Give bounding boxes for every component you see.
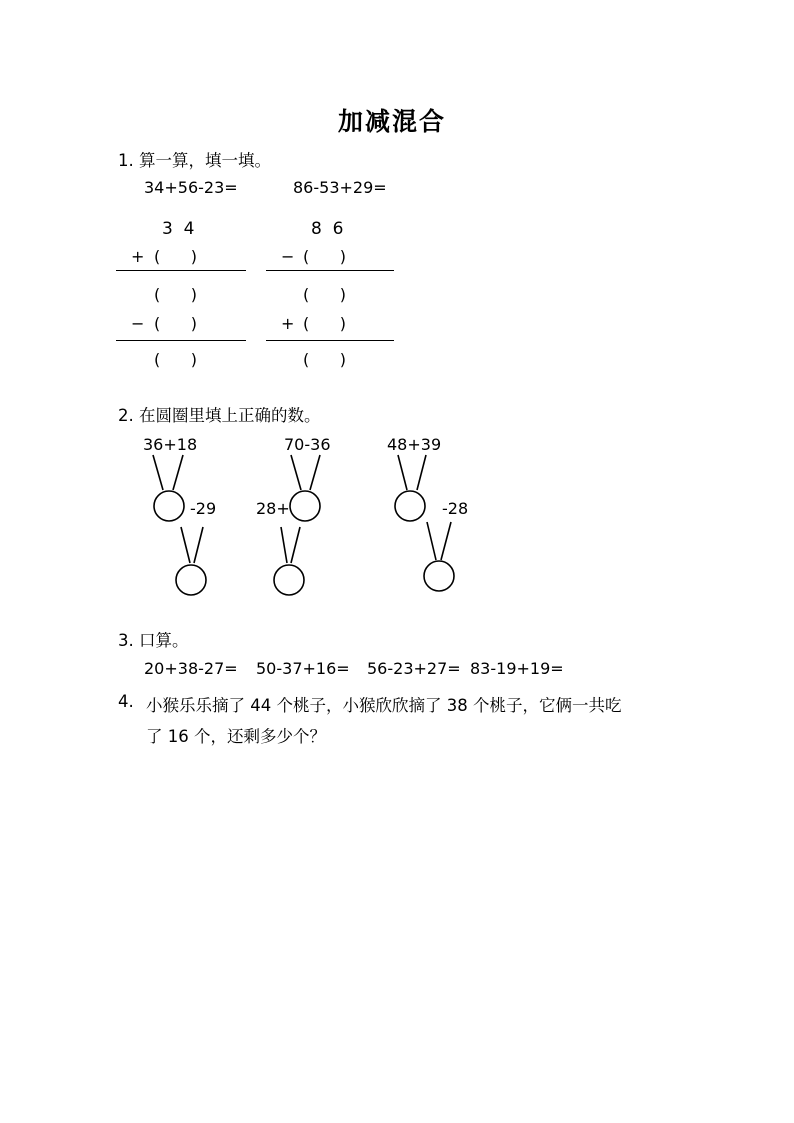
tree-3-branch-lower-right <box>441 522 451 560</box>
tree-1-top-expression: 36+18 <box>143 435 198 454</box>
tree-3-circle-1 <box>395 491 425 521</box>
tree-3-side-operation: -28 <box>442 499 469 518</box>
q1-col2-blank-2[interactable]: ( ) <box>303 285 346 304</box>
tree-2-circle-1 <box>290 491 320 521</box>
q3-item-1: 20+38-27= <box>144 659 238 678</box>
q1-col1-blank-2[interactable]: ( ) <box>154 285 197 304</box>
q1-expression-1: 34+56-23= <box>144 178 238 197</box>
q3-item-3: 56-23+27= <box>367 659 461 678</box>
tree-1-side-operation: -29 <box>190 499 217 518</box>
q1-col2-operator-1: − <box>281 247 295 266</box>
tree-2-side-operation: 28+ <box>256 499 290 518</box>
tree-2-branch-lower-left <box>281 527 287 563</box>
tree-2-branch-right <box>310 455 320 490</box>
tree-2-top-expression: 70-36 <box>284 435 331 454</box>
tree-1-branch-left <box>153 455 163 490</box>
q1-col2-blank-1[interactable]: ( ) <box>303 247 346 266</box>
tree-3-branch-left <box>398 455 407 490</box>
tree-2-circle-2 <box>274 565 304 595</box>
q1-col1-operator-1: + <box>131 247 145 266</box>
tree-2-branch-lower-right <box>291 527 300 563</box>
tree-1-branch-right <box>173 455 183 490</box>
q1-col1-answer-blank[interactable]: ( ) <box>154 350 197 369</box>
tree-3-branch-lower-left <box>427 522 436 560</box>
tree-3-top-expression: 48+39 <box>387 435 442 454</box>
q1-col2-operator-2: + <box>281 314 295 333</box>
q1-col1-operator-2: − <box>131 314 145 333</box>
question-4-text-line-1: 小猴乐乐摘了 44 个桃子，小猴欣欣摘了 38 个桃子，它俩一共吃 <box>146 696 622 715</box>
page-title: 加减混合 <box>338 107 447 136</box>
tree-3-circle-2 <box>424 561 454 591</box>
tree-1-circle-1 <box>154 491 184 521</box>
q1-col1-top-number: 3 4 <box>162 219 195 239</box>
q3-item-4: 83-19+19= <box>470 659 564 678</box>
tree-2-branch-left <box>291 455 301 490</box>
tree-1-circle-2 <box>176 565 206 595</box>
question-1-label: 1. 算一算，填一填。 <box>118 151 271 170</box>
q1-col2-top-number: 8 6 <box>311 219 344 239</box>
q1-col2-blank-3[interactable]: ( ) <box>303 314 346 333</box>
tree-1-branch-lower-left <box>181 527 190 563</box>
q1-col1-blank-1[interactable]: ( ) <box>154 247 197 266</box>
q3-item-2: 50-37+16= <box>256 659 350 678</box>
tree-1-branch-lower-right <box>194 527 203 563</box>
question-4-number: 4. <box>118 692 134 711</box>
question-2-label: 2. 在圆圈里填上正确的数。 <box>118 406 321 425</box>
q1-expression-2: 86-53+29= <box>293 178 387 197</box>
q1-col1-blank-3[interactable]: ( ) <box>154 314 197 333</box>
q1-col2-answer-blank[interactable]: ( ) <box>303 350 346 369</box>
question-3-label: 3. 口算。 <box>118 631 189 650</box>
question-4-text-line-2: 了 16 个，还剩多少个？ <box>146 727 326 746</box>
tree-3-branch-right <box>417 455 426 490</box>
